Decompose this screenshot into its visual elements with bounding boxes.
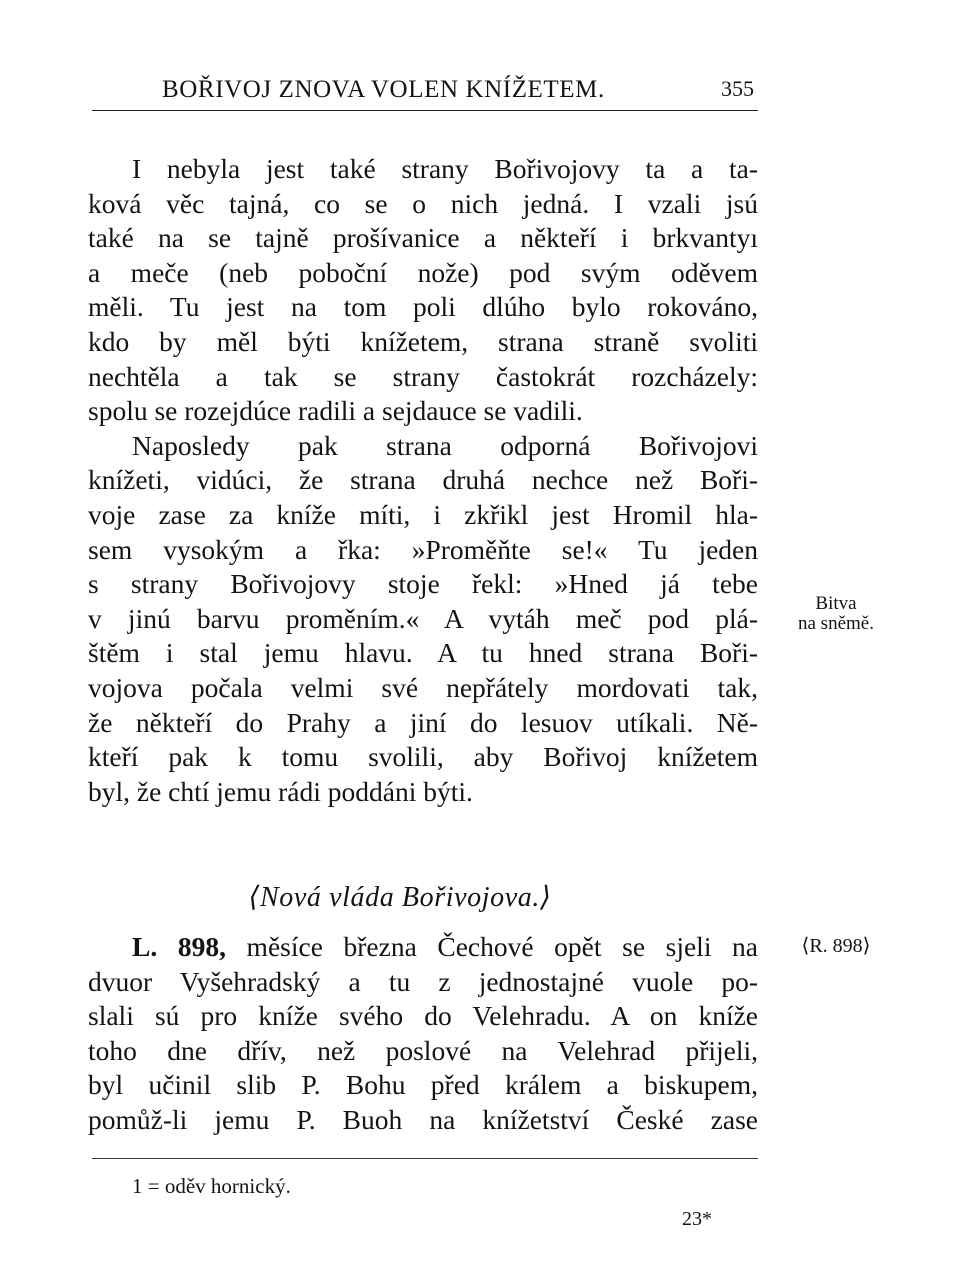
text-line: že někteří do Prahy a jiní do lesuov utíkali. Ně- (88, 706, 758, 738)
margin-note-battle (776, 594, 896, 634)
text-span: měsíce března Čechové opět se sjeli na (225, 931, 759, 962)
text-line: voje zase za kníže míti, i zkřikl jest Hromil hla- (88, 499, 758, 530)
text-line: štěm i stal jemu hlavu. A tu hned strana Boři- (88, 637, 758, 669)
text-line: a meče (neb poboční nože) pod svým oděvem (88, 256, 758, 288)
text-line: kdo by měl býti knížetem, strana straně svoliti (88, 326, 758, 357)
text-line: Naposledy pak strana odporná Bořivojovi (132, 429, 758, 461)
footnote-rule (92, 1158, 758, 1159)
margin-note-line: Bitva (815, 593, 857, 614)
text-line: I nebyla jest také strany Bořivojovy ta a ta- (132, 153, 758, 184)
margin-note-line: na sněmě. (798, 613, 874, 634)
margin-note-year: ⟨R. 898⟩ (801, 935, 871, 957)
printer-signature: 23* (682, 1208, 712, 1230)
text-line: nechtěla a tak se strany častokrát rozcházely: (88, 360, 758, 392)
text-line: byl, že chtí jemu rádi poddáni býti. (88, 775, 473, 807)
text-line: slali sú pro kníže svého do Velehradu. A on kníže (88, 1000, 758, 1032)
text-line: ková věc tajná, co se o nich jedná. I vzali jsú (88, 187, 758, 219)
text-line: sem vysokým a řka: »Proměňte se!« Tu jeden (88, 533, 758, 565)
text-line: dvuor Vyšehradský a tu z jednostajné vuole po- (88, 965, 758, 997)
text-line: měli. Tu jest na tom poli dlúho bylo rokováno, (88, 291, 758, 323)
text-line: toho dne dřív, než poslové na Velehrad přijeli, (88, 1034, 758, 1066)
text-line: knížeti, vidúci, že strana druhá nechce než Boři- (88, 464, 758, 496)
running-title: BOŘIVOJ ZNOVA VOLEN KNÍŽETEM. (162, 76, 605, 103)
text-line: vojova počala velmi své nepřátely mordovati tak, (88, 672, 758, 703)
text-line: kteří pak k tomu svolili, aby Bořivoj knížetem (88, 741, 758, 773)
header-rule (92, 110, 758, 111)
text-line: byl učinil slib P. Bohu před králem a biskupem, (88, 1069, 758, 1101)
text-line: pomůž-li jemu P. Buoh na knížetství České zase (88, 1104, 758, 1135)
text-line (132, 930, 758, 964)
section-heading-text: ⟨Nová vláda Bořivojova.⟩ (248, 882, 552, 913)
text-line: spolu se rozejdúce radili a sejdauce se vadili. (88, 395, 583, 427)
text-line: také na se tajně prošívanice a někteří i brkvantyı (88, 222, 758, 254)
text-line: s strany Bořivojovy stoje řekl: »Hned já tebe (88, 568, 758, 600)
section-heading (0, 880, 960, 914)
page-number: 355 (721, 76, 754, 101)
page-header (92, 72, 758, 112)
text-line: v jinú barvu proměním.« A vytáh meč pod plá- (88, 602, 758, 634)
year-lead: L. 898, (132, 931, 226, 962)
footnote: 1 = oděv hornický. (132, 1174, 291, 1198)
